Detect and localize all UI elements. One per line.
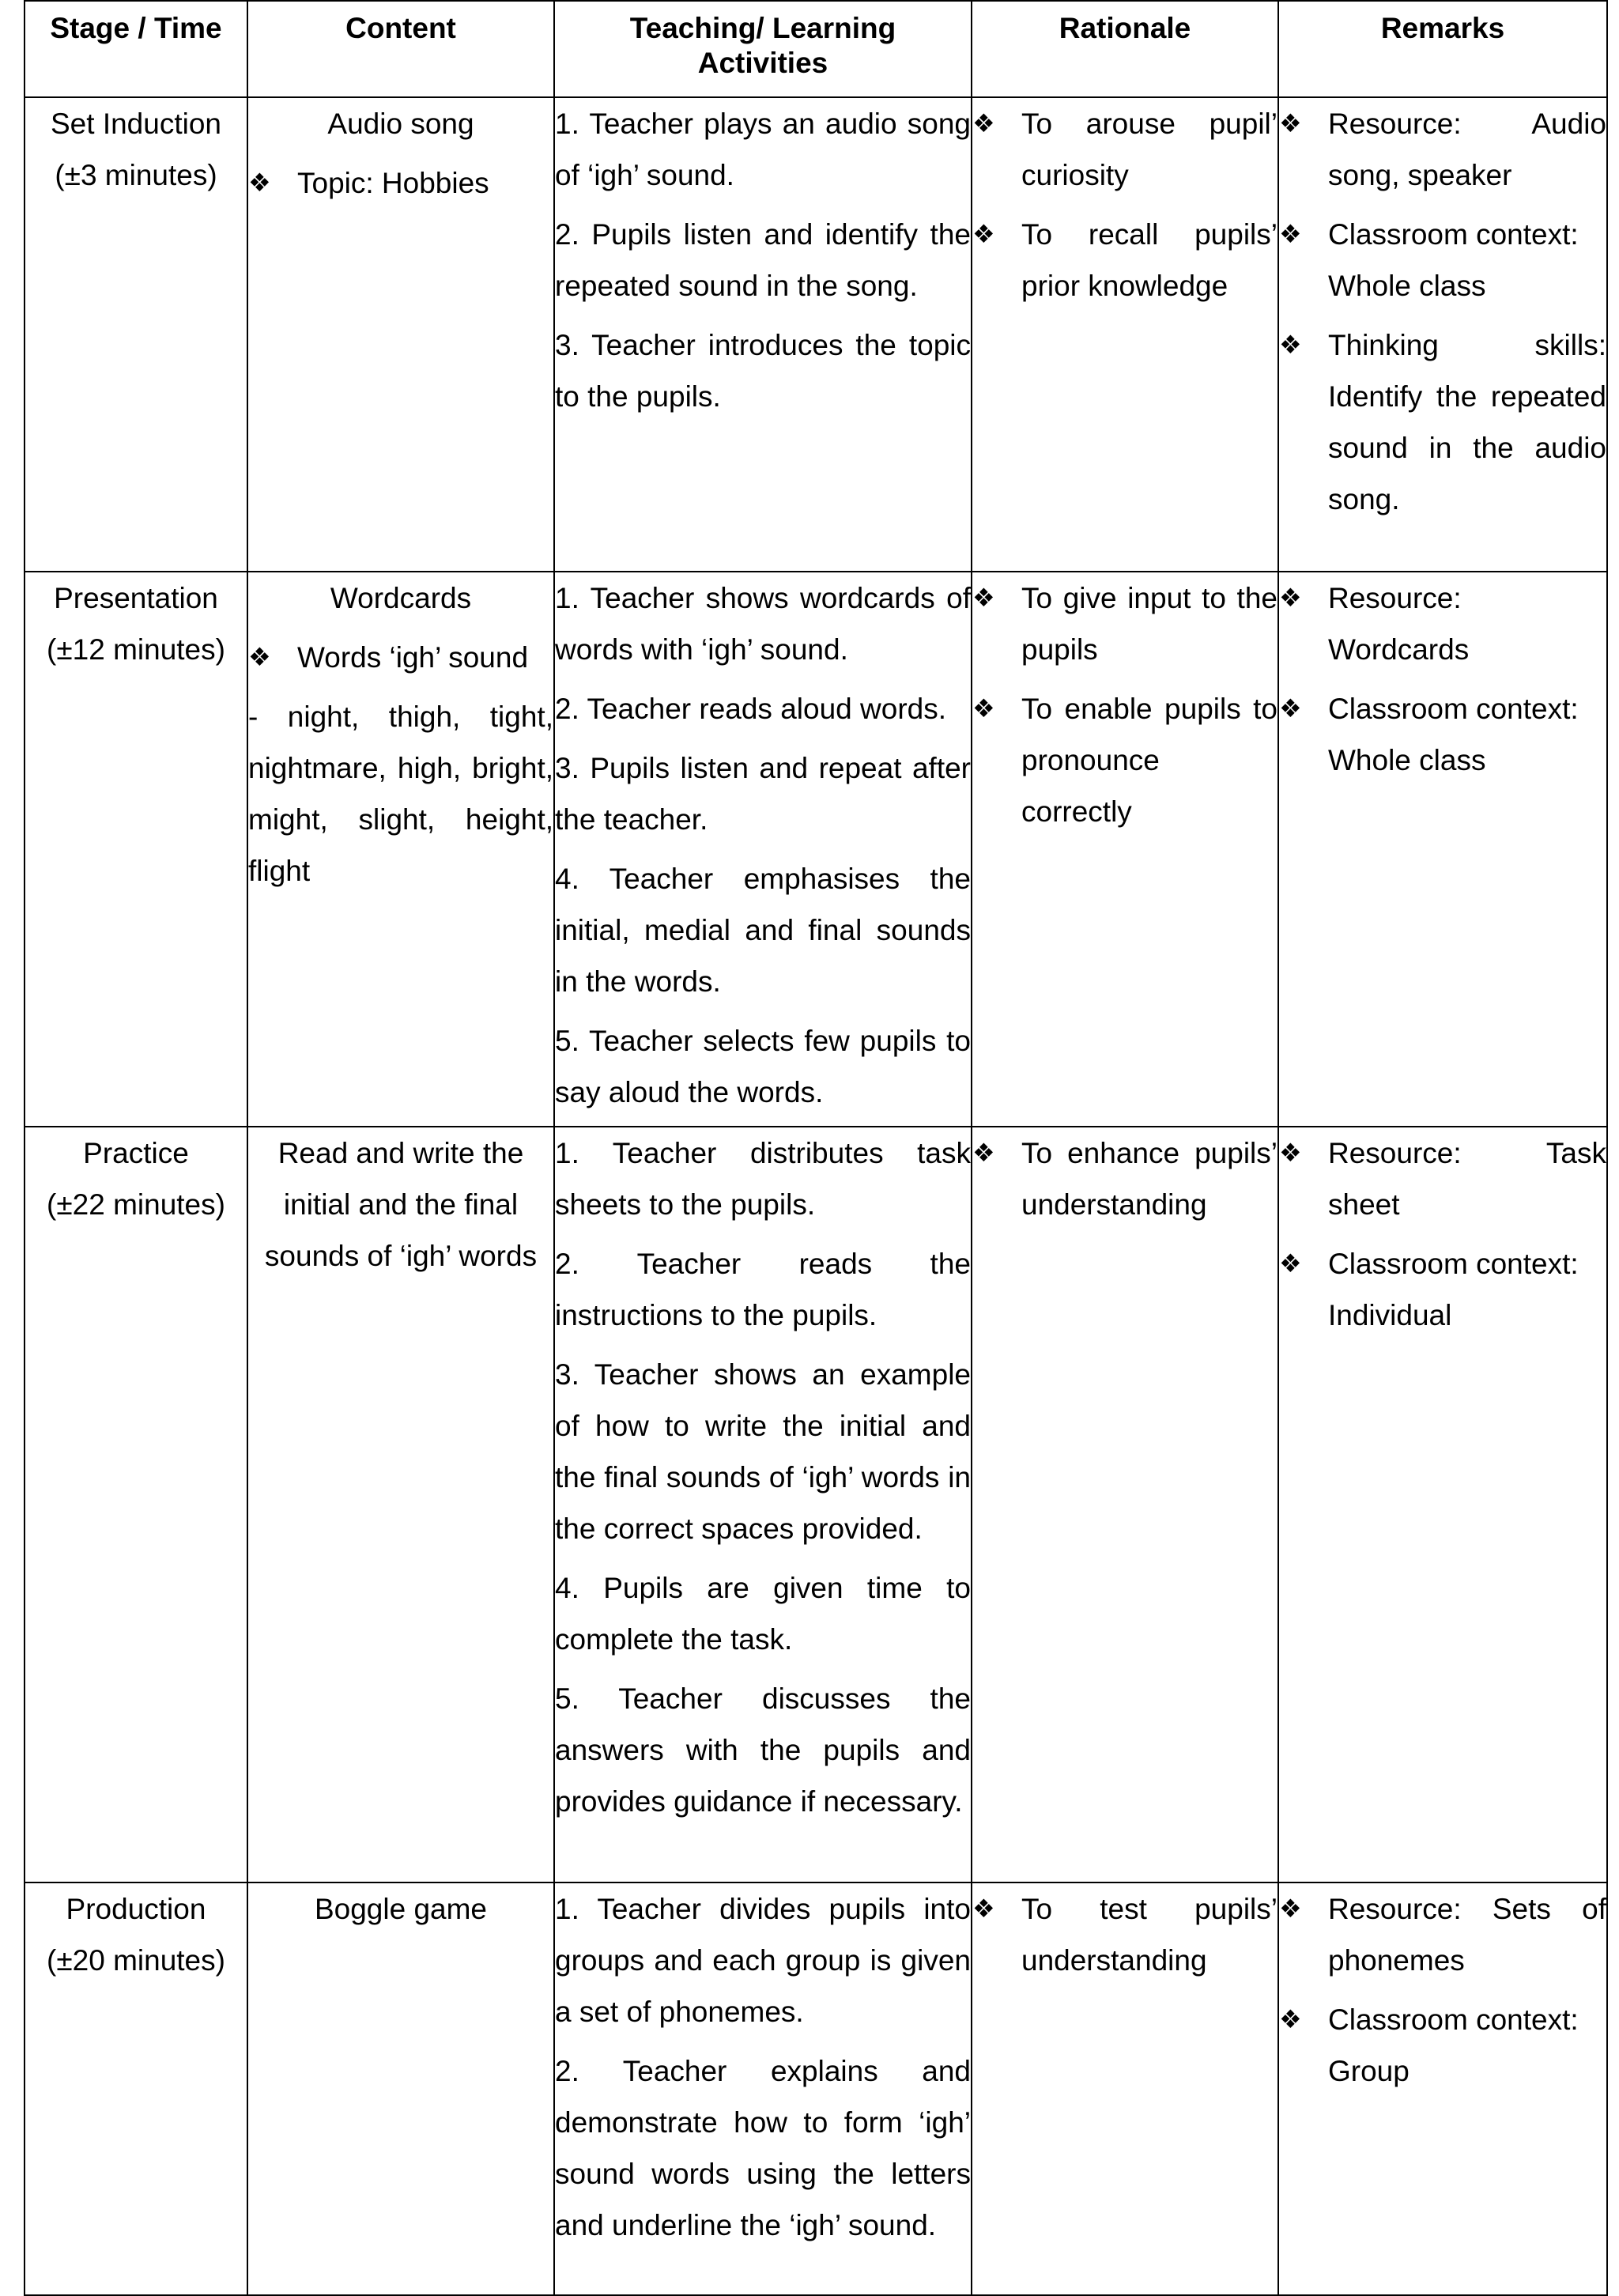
four-diamond-bullet-icon: ❖	[972, 220, 995, 248]
stage-time: (±20 minutes)	[47, 1944, 225, 1977]
remark-item-text: Classroom context:	[1328, 693, 1579, 725]
header-row	[25, 1, 1607, 97]
content-bullet	[248, 157, 553, 209]
rationale-item-text: To give input to the pupils	[1021, 582, 1277, 666]
activity-step: 2. Teacher reads the instructions to the pupils.	[555, 1248, 971, 1331]
table-row	[25, 1882, 1607, 2295]
table-row	[25, 1127, 1607, 1882]
rationale-item-text: To test pupils’ understanding	[1021, 1893, 1277, 1977]
activities-cell	[554, 572, 972, 1127]
stage-name: Practice	[83, 1137, 189, 1169]
four-diamond-bullet-icon: ❖	[972, 1139, 995, 1167]
rationale-cell	[972, 1127, 1278, 1882]
header-rationale: Rationale	[972, 1, 1278, 97]
remark-item-sub: Whole class	[1328, 744, 1486, 776]
activity-step: 3. Pupils listen and repeat after the teacher.	[555, 752, 971, 836]
stage-name: Set Induction	[51, 108, 221, 140]
four-diamond-bullet-icon: ❖	[248, 643, 271, 671]
remark-item	[1279, 98, 1606, 201]
content-bullet-text: Words ‘igh’ sound	[297, 641, 529, 674]
activity-step: 2. Teacher reads aloud words.	[555, 693, 947, 725]
activity-step: 4. Teacher emphasises the initial, medial and final sounds in the words.	[555, 863, 971, 998]
content-title: Read and write the initial and the final sounds of ‘igh’ words	[264, 1137, 538, 1272]
four-diamond-bullet-icon: ❖	[1279, 2005, 1302, 2034]
four-diamond-bullet-icon: ❖	[1279, 1894, 1302, 1923]
remarks-cell	[1278, 1882, 1607, 2295]
remarks-cell	[1278, 572, 1607, 1127]
four-diamond-bullet-icon: ❖	[1279, 1249, 1302, 1278]
activities-cell	[554, 97, 972, 572]
remark-item	[1279, 1994, 1606, 2097]
content-cell	[247, 1882, 554, 2295]
four-diamond-bullet-icon: ❖	[1279, 330, 1302, 359]
remark-item-text: Classroom context:	[1328, 218, 1579, 251]
stage-time: (±22 minutes)	[47, 1188, 225, 1221]
remark-item-text: Resource: Wordcards	[1328, 582, 1470, 666]
remark-item	[1279, 683, 1606, 786]
content-title: Wordcards	[330, 582, 472, 614]
stage-cell	[25, 1127, 247, 1882]
activity-step: 4. Pupils are given time to complete the task.	[555, 1572, 971, 1656]
content-bullet-text: Topic: Hobbies	[297, 167, 489, 199]
stage-cell	[25, 1882, 247, 2295]
header-content: Content	[247, 1, 554, 97]
activity-step: 3. Teacher introduces the topic to the pupils.	[555, 329, 971, 413]
rationale-item	[972, 1127, 1277, 1230]
four-diamond-bullet-icon: ❖	[972, 109, 995, 138]
content-word-list: - night, thigh, tight, nightmare, high, bright, might, slight, height, flight	[248, 701, 553, 887]
content-cell	[247, 1127, 554, 1882]
remark-item	[1279, 1238, 1606, 1341]
table-row	[25, 572, 1607, 1127]
four-diamond-bullet-icon: ❖	[1279, 583, 1302, 612]
stage-time: (±3 minutes)	[55, 159, 217, 191]
remark-item	[1279, 209, 1606, 312]
header-stage-time: Stage / Time	[25, 1, 247, 97]
table-row	[25, 97, 1607, 572]
remark-item	[1279, 572, 1606, 675]
activity-step: 1. Teacher distributes task sheets to the pupils.	[555, 1137, 971, 1221]
rationale-item	[972, 572, 1277, 675]
remark-item-text: Thinking skills: Identify the repeated sound in the audio song.	[1328, 329, 1606, 515]
activities-cell	[554, 1882, 972, 2295]
rationale-item-text: To enable pupils to pronounce correctly	[1021, 693, 1277, 828]
remark-item-text: Classroom context:	[1328, 2003, 1579, 2036]
rationale-cell	[972, 1882, 1278, 2295]
remark-item-sub: Group	[1328, 2055, 1410, 2087]
content-title: Audio song	[327, 108, 474, 140]
remark-item	[1279, 319, 1606, 525]
activity-step: 5. Teacher discusses the answers with the pupils and provides guidance if necessary.	[555, 1682, 971, 1818]
remark-item-text: Classroom context:	[1328, 1248, 1579, 1280]
rationale-item	[972, 209, 1277, 312]
activity-step: 1. Teacher shows wordcards of words with ‘igh’ sound.	[555, 582, 971, 666]
stage-cell	[25, 97, 247, 572]
header-remarks: Remarks	[1278, 1, 1607, 97]
rationale-item	[972, 683, 1277, 837]
stage-name: Production	[66, 1893, 206, 1925]
rationale-item-text: To arouse pupil’ curiosity	[1021, 108, 1277, 191]
content-cell	[247, 97, 554, 572]
remark-item-text: Resource: Task sheet	[1328, 1137, 1606, 1221]
four-diamond-bullet-icon: ❖	[1279, 109, 1302, 138]
content-title: Boggle game	[314, 1893, 488, 1925]
activity-step: 1. Teacher divides pupils into groups and each group is given a set of phonemes.	[555, 1893, 971, 2028]
activity-step: 2. Pupils listen and identify the repeated sound in the song.	[555, 218, 971, 302]
activities-cell	[554, 1127, 972, 1882]
remarks-cell	[1278, 1127, 1607, 1882]
stage-time: (±12 minutes)	[47, 633, 225, 666]
rationale-item-text: To enhance pupils’ understanding	[1021, 1137, 1277, 1221]
activity-step: 3. Teacher shows an example of how to write the initial and the final sounds of ‘igh’ words in the correct spaces provided.	[555, 1358, 971, 1545]
four-diamond-bullet-icon: ❖	[1279, 1139, 1302, 1167]
header-teaching-learning-activities: Teaching/ Learning Activities	[554, 1, 972, 97]
remark-item-sub: Individual	[1328, 1299, 1452, 1331]
remark-item	[1279, 1127, 1606, 1230]
stage-cell	[25, 572, 247, 1127]
four-diamond-bullet-icon: ❖	[248, 168, 271, 197]
four-diamond-bullet-icon: ❖	[1279, 694, 1302, 723]
four-diamond-bullet-icon: ❖	[972, 583, 995, 612]
four-diamond-bullet-icon: ❖	[972, 1894, 995, 1923]
remark-item-text: Resource: Sets of phonemes	[1328, 1893, 1606, 1977]
remark-item-text: Resource: Audio song, speaker	[1328, 108, 1606, 191]
content-bullet	[248, 632, 553, 683]
content-cell	[247, 572, 554, 1127]
activity-step: 1. Teacher plays an audio song of ‘igh’ sound.	[555, 108, 971, 191]
rationale-item	[972, 1883, 1277, 1986]
rationale-item	[972, 98, 1277, 201]
remark-item-sub: Whole class	[1328, 270, 1486, 302]
rationale-cell	[972, 572, 1278, 1127]
stage-name: Presentation	[54, 582, 218, 614]
lesson-plan-table	[24, 0, 1608, 2296]
remarks-cell	[1278, 97, 1607, 572]
rationale-item-text: To recall pupils’ prior knowledge	[1021, 218, 1277, 302]
remark-item	[1279, 1883, 1606, 1986]
activity-step: 2. Teacher explains and demonstrate how to form ‘igh’ sound words using the letters and underline the ‘igh’ sound.	[555, 2055, 971, 2241]
activity-step: 5. Teacher selects few pupils to say aloud the words.	[555, 1025, 971, 1108]
rationale-cell	[972, 97, 1278, 572]
four-diamond-bullet-icon: ❖	[972, 694, 995, 723]
four-diamond-bullet-icon: ❖	[1279, 220, 1302, 248]
